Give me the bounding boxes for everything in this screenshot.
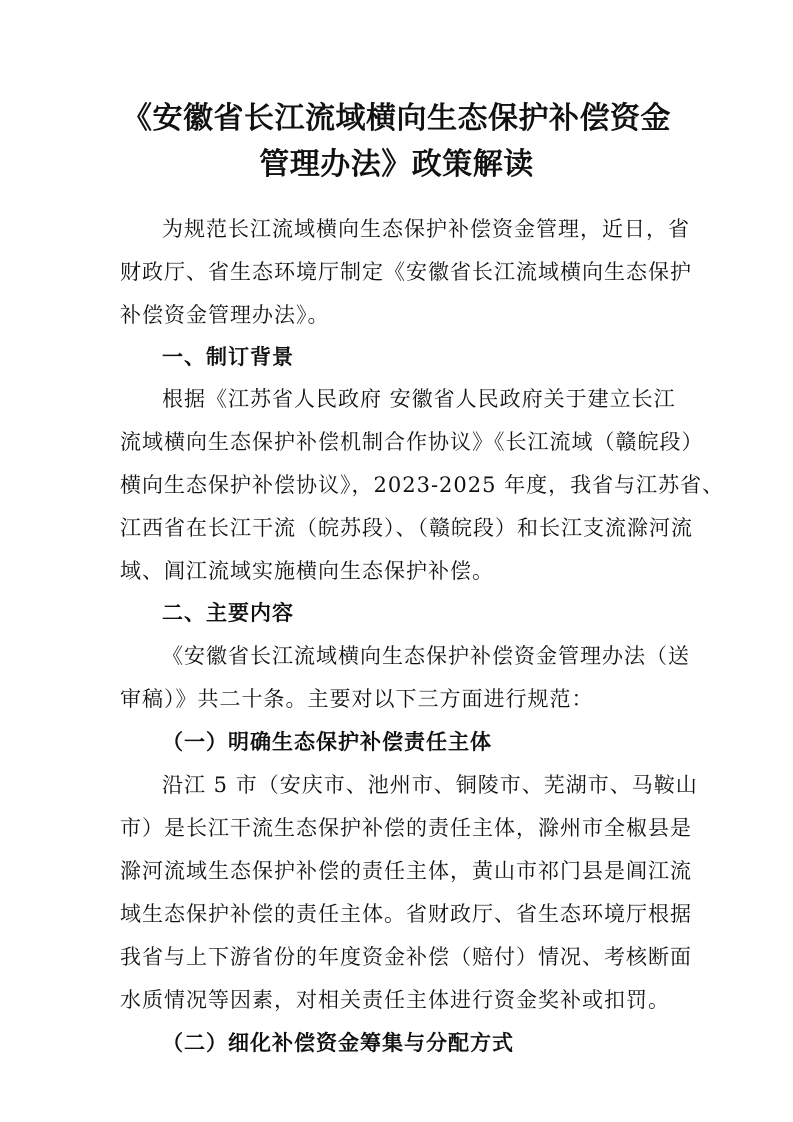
intro-line: 财政厅、省生态环境厅制定《安徽省长江流域横向生态保护 — [120, 260, 692, 284]
section1-line: 江西省在长江干流（皖苏段）、（赣皖段）和长江支流滁河流 — [120, 516, 693, 540]
title-line-2: 管理办法》政策解读 — [259, 147, 534, 182]
subsection-heading: （一）明确生态保护补偿责任主体 — [162, 730, 492, 754]
sub1-line: 水质情况等因素，对相关责任主体进行资金奖补或扣罚。 — [120, 988, 670, 1012]
sub1-line: 域生态保护补偿的责任主体。省财政厅、省生态环境厅根据 — [120, 902, 692, 926]
section-heading: 一、制订背景 — [162, 345, 294, 369]
sub1-line: 市）是长江干流生态保护补偿的责任主体，滁州市全椒县是 — [120, 816, 692, 840]
section2-line: 《安徽省长江流域横向生态保护补偿资金管理办法（送 — [162, 644, 690, 668]
section-heading: 二、主要内容 — [162, 601, 294, 625]
section1-line: 根据《江苏省人民政府 安徽省人民政府关于建立长江 — [162, 387, 676, 411]
section1-line: 域、阊江流域实施横向生态保护补偿。 — [120, 559, 494, 583]
subsection-heading: （二）细化补偿资金筹集与分配方式 — [162, 1031, 514, 1055]
section1-line: 流域横向生态保护补偿机制合作协议》《长江流域（赣皖段） — [120, 430, 704, 454]
sub1-line: 我省与上下游省份的年度资金补偿（赔付）情况、考核断面 — [120, 945, 692, 969]
sub1-line: 沿江 5 市（安庆市、池州市、铜陵市、芜湖市、马鞍山 — [162, 773, 698, 797]
title-line-1: 《安徽省长江流域横向生态保护补偿资金 — [122, 101, 671, 136]
section1-line: 横向生态保护补偿协议》，2023-2025 年度，我省与江苏省、 — [120, 473, 725, 497]
section2-line: 审稿）》共二十条。主要对以下三方面进行规范： — [120, 687, 594, 711]
intro-line: 补偿资金管理办法》。 — [120, 303, 330, 327]
document-title — [100, 96, 693, 188]
sub1-line: 滁河流域生态保护补偿的责任主体，黄山市祁门县是阊江流 — [120, 859, 692, 883]
intro-line: 为规范长江流域横向生态保护补偿资金管理，近日，省 — [162, 217, 690, 241]
